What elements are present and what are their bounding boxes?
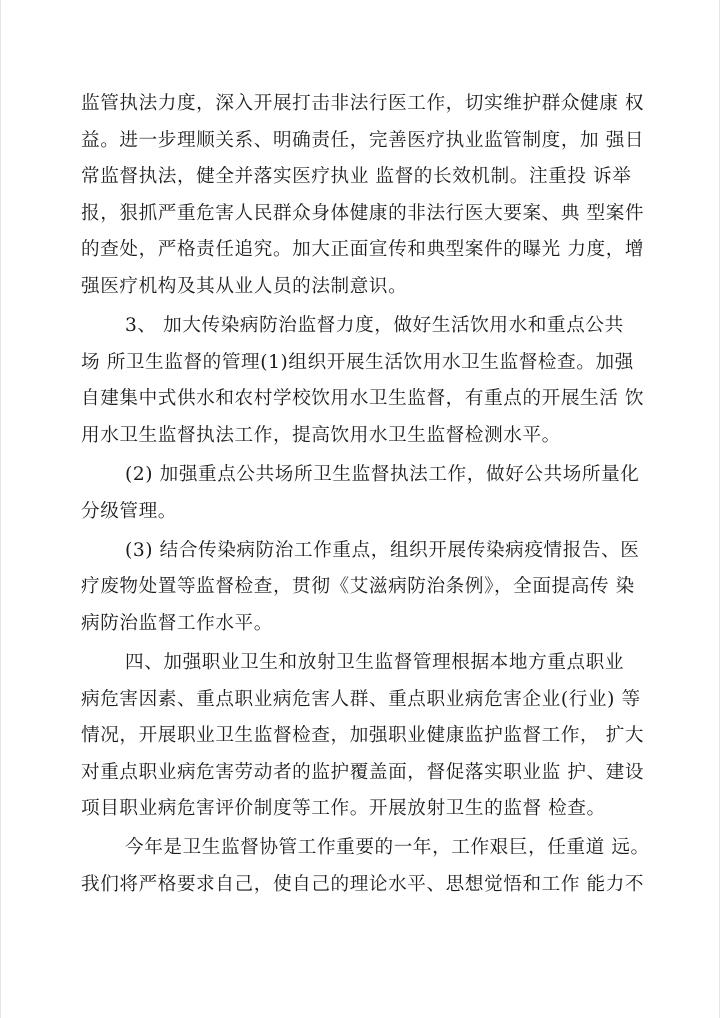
text-line: 强医疗机构及其从业人员的法制意识。 [81, 275, 408, 297]
text-line: (2) 加强重点公共场所卫生监督执法工作，做好公共场所量化 [125, 463, 640, 485]
text-line: 场 所卫生监督的管理(1)组织开展生活饮用水卫生监督检查。加强 [81, 351, 634, 373]
text-line: 用水卫生监督执法工作，提高饮用水卫生监督检测水平。 [81, 424, 561, 446]
paragraph-section-4 [81, 645, 645, 828]
text-line: 益。进一步理顺关系、明确责任，完善医疗执业监管制度，加 强日 [81, 129, 645, 151]
text-line: 监管执法力度，深入开展打击非法行医工作，切实维护群众健康 权 [81, 93, 645, 114]
paragraph-subitem-3 [81, 533, 641, 643]
paragraph-enforcement [81, 86, 645, 306]
document-body [81, 86, 650, 904]
text-line: 的查处，严格责任追究。加大正面宣传和典型案件的曝光 力度，增 [81, 239, 645, 261]
text-line: 自建集中式供水和农村学校饮用水卫生监督，有重点的开展生活 饮 [81, 388, 645, 410]
text-line: 四、加强职业卫生和放射卫生监督管理根据本地方重点职业 [125, 651, 625, 673]
text-line: 报，狠抓严重危害人民群众身体健康的非法行医大要案、典 型案件 [81, 202, 645, 224]
text-line: 3、 加大传染病防治监督力度，做好生活饮用水和重点公共 [125, 315, 624, 337]
paragraph-conclusion [81, 830, 650, 903]
text-line: 我们将严格要求自己，使自己的理论水平、思想觉悟和工作 能力不 [81, 873, 645, 895]
paragraph-subitem-2 [81, 457, 641, 530]
text-line: 常监督执法，健全并落实医疗执业 监督的长效机制。注重投 诉举 [81, 166, 632, 188]
text-line: 项目职业病危害评价制度等工作。开展放射卫生的监督 检查。 [81, 798, 606, 820]
text-line: 病防治监督工作水平。 [81, 612, 273, 634]
text-line: 分级管理。 [81, 500, 177, 522]
text-line: 今年是卫生监督协管工作重要的一年，工作艰巨，任重道 远。 [125, 837, 650, 859]
text-line: 疗废物处置等监督检查，贯彻《艾滋病防治条例》，全面提高传 染 [81, 576, 635, 598]
text-line: 病危害因素、重点职业病危害人群、重点职业病危害企业(行业) 等 [81, 688, 641, 710]
text-line: 对重点职业病危害劳动者的监护覆盖面，督促落实职业监 护、建设 [81, 761, 645, 783]
text-line: (3) 结合传染病防治工作重点，组织开展传染病疫情报告、医 [125, 539, 640, 561]
paragraph-item-3 [81, 308, 645, 454]
text-line: 情况，开展职业卫生监督检查，加强职业健康监护监督工作， 扩大 [81, 725, 645, 747]
